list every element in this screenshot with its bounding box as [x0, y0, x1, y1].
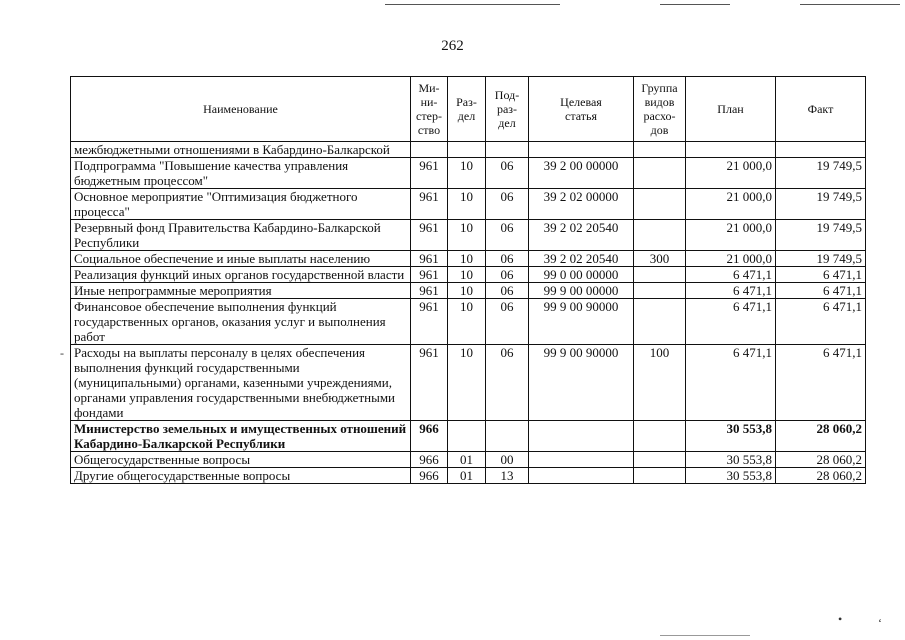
table-header-row	[71, 77, 866, 142]
cell-name: Социальное обеспечение и иные выплаты населению	[71, 251, 411, 267]
header-plan: План	[686, 77, 776, 142]
scan-edge	[660, 635, 750, 636]
cell-section: 10	[448, 267, 486, 283]
cell-group: 100	[634, 345, 686, 421]
cell-plan	[686, 142, 776, 158]
table-row	[71, 345, 866, 421]
cell-section	[448, 142, 486, 158]
cell-name: Расходы на выплаты персоналу в целях обеспечения выполнения функций государственными (муниципальными) органами, казенными учреждениями, органами управления государственными внебюджетными фондами	[71, 345, 411, 421]
cell-plan: 21 000,0	[686, 189, 776, 220]
cell-plan: 6 471,1	[686, 345, 776, 421]
cell-fact: 6 471,1	[776, 345, 866, 421]
cell-plan: 30 553,8	[686, 421, 776, 452]
budget-table	[70, 76, 866, 484]
cell-target: 39 2 02 20540	[529, 251, 634, 267]
cell-plan: 6 471,1	[686, 267, 776, 283]
cell-subsection: 06	[486, 267, 529, 283]
cell-subsection: 06	[486, 345, 529, 421]
table-row	[71, 142, 866, 158]
cell-subsection: 06	[486, 299, 529, 345]
table-row	[71, 452, 866, 468]
cell-target	[529, 142, 634, 158]
cell-ministry	[411, 142, 448, 158]
cell-name: Подпрограмма "Повышение качества управления бюджетным процессом"	[71, 158, 411, 189]
cell-target: 99 9 00 90000	[529, 345, 634, 421]
cell-section: 10	[448, 251, 486, 267]
scan-mark: •	[838, 612, 843, 626]
cell-name: Реализация функций иных органов государственной власти	[71, 267, 411, 283]
cell-target	[529, 421, 634, 452]
cell-plan: 30 553,8	[686, 452, 776, 468]
table-row	[71, 283, 866, 299]
table-row	[71, 189, 866, 220]
cell-ministry: 966	[411, 421, 448, 452]
cell-name: Общегосударственные вопросы	[71, 452, 411, 468]
header-target: Целевая статья	[529, 77, 634, 142]
cell-section: 10	[448, 220, 486, 251]
table-row	[71, 468, 866, 484]
cell-target: 99 0 00 00000	[529, 267, 634, 283]
cell-group	[634, 452, 686, 468]
cell-section: 10	[448, 283, 486, 299]
cell-subsection	[486, 421, 529, 452]
cell-fact: 19 749,5	[776, 251, 866, 267]
cell-target: 99 9 00 00000	[529, 283, 634, 299]
header-fact: Факт	[776, 77, 866, 142]
cell-fact: 6 471,1	[776, 299, 866, 345]
cell-section: 01	[448, 452, 486, 468]
table-body	[71, 142, 866, 484]
cell-fact: 19 749,5	[776, 158, 866, 189]
table-row	[71, 267, 866, 283]
cell-section: 10	[448, 158, 486, 189]
cell-section: 10	[448, 189, 486, 220]
cell-ministry: 961	[411, 283, 448, 299]
cell-section: 10	[448, 345, 486, 421]
cell-name: межбюджетными отношениями в Кабардино-Балкарской	[71, 142, 411, 158]
top-rule-right	[800, 4, 900, 5]
cell-ministry: 961	[411, 267, 448, 283]
header-ministry: Ми- ни- стер- ство	[411, 77, 448, 142]
cell-subsection: 13	[486, 468, 529, 484]
cell-section: 10	[448, 299, 486, 345]
cell-fact	[776, 142, 866, 158]
cell-target	[529, 452, 634, 468]
cell-group	[634, 421, 686, 452]
top-rule-middle	[660, 4, 730, 5]
header-section: Раз- дел	[448, 77, 486, 142]
cell-group	[634, 283, 686, 299]
cell-ministry: 961	[411, 251, 448, 267]
scan-mark: ‘	[878, 616, 882, 630]
cell-plan: 21 000,0	[686, 251, 776, 267]
cell-fact: 28 060,2	[776, 421, 866, 452]
cell-group	[634, 142, 686, 158]
cell-subsection: 06	[486, 283, 529, 299]
header-group: Группа видов расхо- дов	[634, 77, 686, 142]
cell-ministry: 961	[411, 158, 448, 189]
cell-group	[634, 299, 686, 345]
cell-name: Финансовое обеспечение выполнения функций государственных органов, оказания услуг и выполнения работ	[71, 299, 411, 345]
cell-fact: 6 471,1	[776, 283, 866, 299]
cell-group	[634, 267, 686, 283]
header-subsection: Под- раз- дел	[486, 77, 529, 142]
cell-subsection	[486, 142, 529, 158]
cell-plan: 21 000,0	[686, 158, 776, 189]
cell-section	[448, 421, 486, 452]
cell-group	[634, 468, 686, 484]
header-name: Наименование	[71, 77, 411, 142]
cell-subsection: 06	[486, 158, 529, 189]
cell-section: 01	[448, 468, 486, 484]
cell-fact: 28 060,2	[776, 452, 866, 468]
cell-target: 39 2 00 00000	[529, 158, 634, 189]
cell-group: 300	[634, 251, 686, 267]
cell-plan: 30 553,8	[686, 468, 776, 484]
cell-fact: 6 471,1	[776, 267, 866, 283]
cell-plan: 6 471,1	[686, 299, 776, 345]
page-number: 262	[441, 38, 464, 54]
cell-ministry: 961	[411, 299, 448, 345]
cell-name: Иные непрограммные мероприятия	[71, 283, 411, 299]
cell-name: Другие общегосударственные вопросы	[71, 468, 411, 484]
cell-fact: 28 060,2	[776, 468, 866, 484]
cell-ministry: 966	[411, 468, 448, 484]
cell-subsection: 06	[486, 189, 529, 220]
cell-subsection: 00	[486, 452, 529, 468]
cell-ministry: 966	[411, 452, 448, 468]
cell-subsection: 06	[486, 251, 529, 267]
table-row	[71, 251, 866, 267]
cell-group	[634, 158, 686, 189]
cell-group	[634, 220, 686, 251]
cell-group	[634, 189, 686, 220]
cell-name: Основное мероприятие "Оптимизация бюджетного процесса"	[71, 189, 411, 220]
cell-name: Резервный фонд Правительства Кабардино-Балкарской Республики	[71, 220, 411, 251]
cell-fact: 19 749,5	[776, 189, 866, 220]
cell-target: 99 9 00 90000	[529, 299, 634, 345]
table-row	[71, 220, 866, 251]
cell-target	[529, 468, 634, 484]
top-rule-left	[385, 4, 560, 5]
cell-target: 39 2 02 20540	[529, 220, 634, 251]
cell-plan: 21 000,0	[686, 220, 776, 251]
scan-mark: -	[60, 346, 64, 360]
cell-subsection: 06	[486, 220, 529, 251]
cell-name: Министерство земельных и имущественных отношений Кабардино-Балкарской Республики	[71, 421, 411, 452]
cell-ministry: 961	[411, 345, 448, 421]
cell-ministry: 961	[411, 189, 448, 220]
cell-ministry: 961	[411, 220, 448, 251]
table-row	[71, 158, 866, 189]
cell-target: 39 2 02 00000	[529, 189, 634, 220]
table-row	[71, 299, 866, 345]
cell-plan: 6 471,1	[686, 283, 776, 299]
table-row	[71, 421, 866, 452]
cell-fact: 19 749,5	[776, 220, 866, 251]
